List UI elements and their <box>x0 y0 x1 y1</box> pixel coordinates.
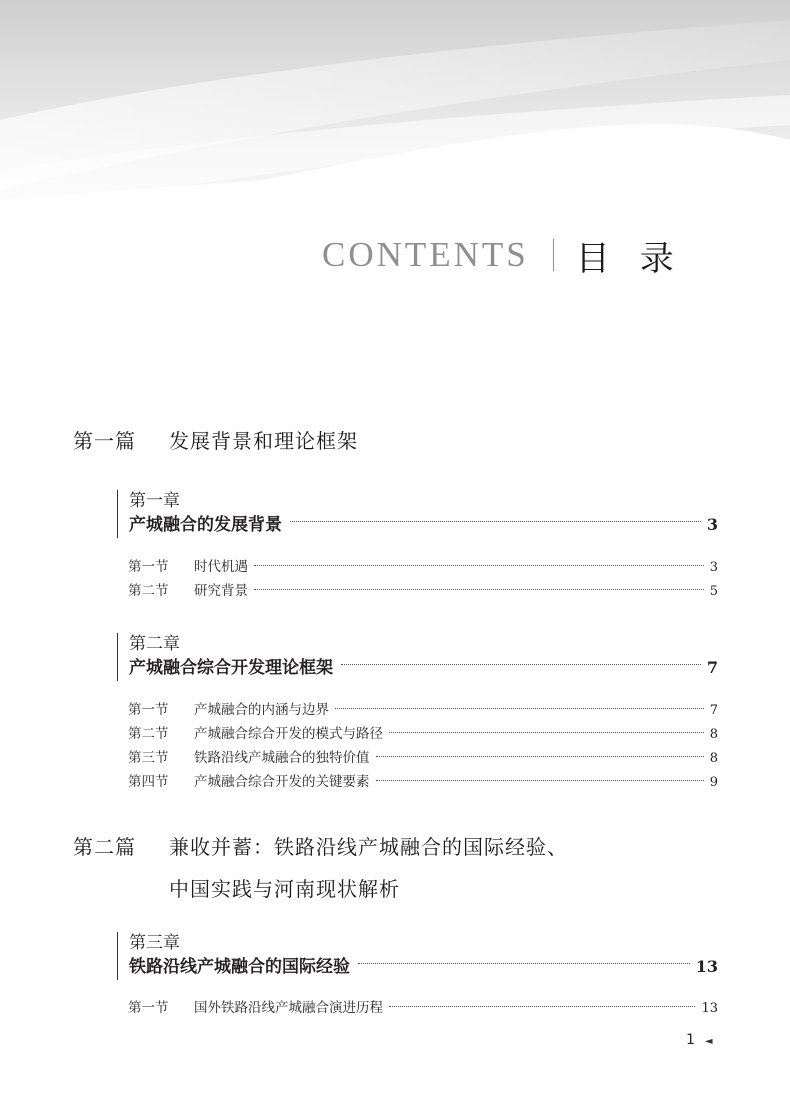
part-title-continued: 中国实践与河南现状解析 <box>169 877 400 901</box>
page-footer <box>686 1032 713 1048</box>
contents-heading-chinese: 目录 <box>575 238 704 279</box>
section-entry[interactable] <box>128 749 718 768</box>
section-entry[interactable] <box>128 725 718 744</box>
chapter-title: 铁路沿线产城融合的国际经验 <box>129 957 350 977</box>
section-page-number: 8 <box>709 751 718 766</box>
section-page-number: 7 <box>709 703 718 718</box>
page-number: 1 <box>686 1032 695 1048</box>
section-number: 第二节 <box>128 583 169 599</box>
section-title: 产城融合综合开发的模式与路径 <box>194 726 383 742</box>
contents-heading-english: CONTENTS <box>322 235 529 274</box>
section-page-number: 9 <box>709 775 718 790</box>
section-number: 第一节 <box>128 559 169 575</box>
page-marker-icon: ◄ <box>704 1036 713 1047</box>
part-2-heading <box>73 831 568 902</box>
section-number: 第三节 <box>128 750 169 766</box>
section-title: 铁路沿线产城融合的独特价值 <box>194 750 370 766</box>
section-page-number: 3 <box>709 560 718 575</box>
section-number: 第二节 <box>128 726 169 742</box>
part-title: 发展背景和理论框架 <box>169 429 358 453</box>
part-1-heading <box>73 425 358 454</box>
section-entry[interactable] <box>128 773 718 792</box>
chapter-label: 第一章 <box>129 491 180 511</box>
section-number: 第四节 <box>128 774 169 790</box>
chapter-2-entry[interactable] <box>117 633 718 681</box>
contents-heading <box>322 230 704 280</box>
dot-leader <box>341 664 701 665</box>
chapter-title: 产城融合的发展背景 <box>129 515 282 535</box>
section-entry[interactable] <box>128 582 718 601</box>
dot-leader <box>358 963 690 964</box>
section-title: 研究背景 <box>194 583 248 599</box>
dot-leader <box>254 565 704 566</box>
part-title: 兼收并蓄：铁路沿线产城融合的国际经验、 <box>169 835 568 859</box>
chapter-1-entry[interactable] <box>117 490 718 538</box>
section-title: 产城融合的内涵与边界 <box>194 702 329 718</box>
section-number: 第一节 <box>128 702 169 718</box>
section-number: 第一节 <box>128 1000 169 1016</box>
dot-leader <box>376 780 704 781</box>
chapter-3-entry[interactable] <box>117 932 718 980</box>
section-page-number: 8 <box>709 727 718 742</box>
header-background-wave <box>0 0 790 330</box>
part-label: 第二篇 <box>73 835 136 859</box>
section-title: 产城融合综合开发的关键要素 <box>194 774 370 790</box>
dot-leader <box>376 756 704 757</box>
heading-divider <box>553 239 554 271</box>
chapter-label: 第二章 <box>129 634 180 654</box>
part-label: 第一篇 <box>73 429 136 453</box>
section-entry[interactable] <box>128 999 718 1018</box>
chapter-page-number: 7 <box>706 658 718 677</box>
section-entry[interactable] <box>128 701 718 720</box>
section-title: 国外铁路沿线产城融合演进历程 <box>194 1000 383 1016</box>
chapter-label: 第三章 <box>129 933 180 953</box>
section-entry[interactable] <box>128 558 718 577</box>
dot-leader <box>389 1006 695 1007</box>
section-title: 时代机遇 <box>194 559 248 575</box>
chapter-page-number: 13 <box>695 957 718 976</box>
chapter-title: 产城融合综合开发理论框架 <box>129 658 333 678</box>
dot-leader <box>389 732 704 733</box>
dot-leader <box>335 708 704 709</box>
section-page-number: 5 <box>709 584 718 599</box>
dot-leader <box>290 521 701 522</box>
dot-leader <box>254 589 704 590</box>
section-page-number: 13 <box>701 1001 718 1016</box>
chapter-page-number: 3 <box>706 515 718 534</box>
